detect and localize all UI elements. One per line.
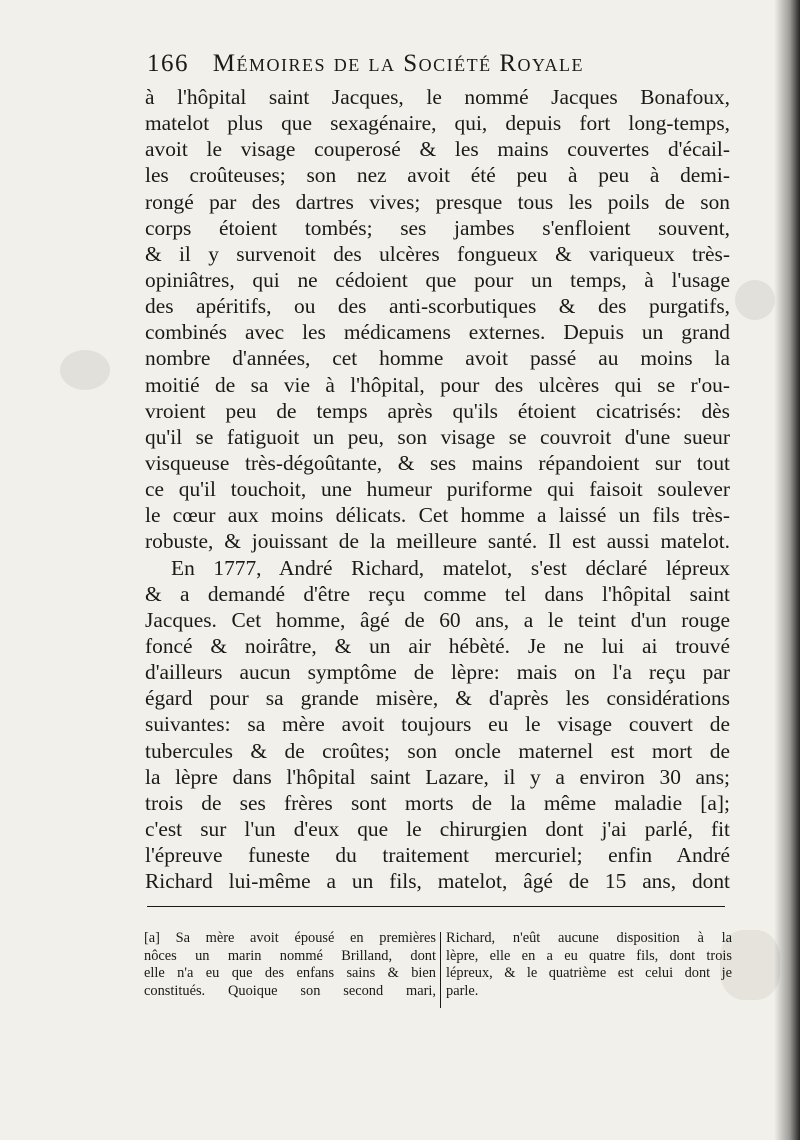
text-line: des apéritifs, ou des anti-scorbutiques & des purgatifs, [145,294,730,319]
page-edge-shadow [774,0,800,1140]
footnote-line: nôces un marin nommé Brilland, dont [144,947,436,964]
text-line: tubercules & de croûtes; son oncle maternel est mort de [145,738,730,763]
text-line: qu'il se fatiguoit un peu, son visage se couvroit d'une sueur [145,424,730,449]
text-line: égard pour sa grande misère, & d'après les considérations [145,686,730,711]
running-title: Mémoires de la Société Royale [212,50,585,77]
paper-stain [735,280,775,320]
text-line: combinés avec les médicamens externes. Depuis un grand [145,320,730,345]
text-line: à l'hôpital saint Jacques, le nommé Jacques Bonafoux, [145,85,730,109]
text-line: opiniâtres, qui ne cédoient que pour un temps, à l'usage [145,267,730,292]
text-line: ce qu'il touchoit, une humeur puriforme qui faisoit soulever [145,477,730,502]
footnote-line: lèpre, elle en a eu quatre fils, dont trois [446,947,732,964]
text-line: matelot plus que sexagénaire, qui, depuis fort long-temps, [145,111,730,136]
text-line: foncé & noirâtre, & un air hébèté. Je ne lui ai trouvé [145,633,730,658]
footnote-line: Richard, n'eût aucune disposition à la [446,930,732,946]
text-line: le cœur aux moins délicats. Cet homme a laissé un fils très- [145,503,730,528]
text-line: trois de ses frères sont morts de la même maladie [a]; [145,790,730,815]
footnote-line: lépreux, & le quatrième est celui dont je [446,965,732,982]
text-line: nombre d'années, cet homme avoit passé au moins la [145,346,730,371]
text-line: rongé par des dartres vives; presque tous les poils de son [145,189,730,214]
text-line: visqueuse très-dégoûtante, & ses mains répandoient sur tout [145,450,730,475]
paragraph-start-line: En 1777, André Richard, matelot, s'est déclaré lépreux [171,555,730,580]
footnote-line-last: parle. [446,982,479,999]
text-line: Richard lui-même a un fils, matelot, âgé de 15 ans, dont [145,869,730,894]
text-line: vroient peu de temps après qu'ils étoient cicatrisés: dès [145,398,730,423]
text-line: moitié de sa vie à l'hôpital, pour des ulcères qui se r'ou- [145,372,730,397]
footnote-line: constitués. Quoique son second mari, [144,982,436,999]
text-line: suivantes: sa mère avoit toujours eu le visage couvert de [145,712,730,737]
text-line: avoit le visage couperosé & les mains couvertes d'écail- [145,137,730,162]
footnote-line: [a] Sa mère avoit épousé en premières [144,930,436,946]
paper-stain [60,350,110,390]
footnote-rule [147,906,725,907]
text-line: & il y survenoit des ulcères fongueux & variqueux très- [145,241,730,266]
text-line: d'ailleurs aucun symptôme de lèpre: mais on l'a reçu par [145,660,730,685]
text-line: & a demandé d'être reçu comme tel dans l'hôpital saint [145,581,730,606]
text-line: c'est sur l'un d'eux que le chirurgien dont j'ai parlé, fit [145,816,730,841]
footnote-column-divider [440,932,441,1008]
main-text [145,84,730,894]
text-line: l'épreuve funeste du traitement mercuriel; enfin André [145,843,730,868]
footnote-right-column [446,930,732,1000]
text-line: la lèpre dans l'hôpital saint Lazare, il y a environ 30 ans; [145,764,730,789]
running-header [147,50,707,78]
text-line: Jacques. Cet homme, âgé de 60 ans, a le teint d'un rouge [145,607,730,632]
text-line: corps étoient tombés; ses jambes s'enfloient souvent, [145,215,730,240]
page-number: 166 [147,50,189,77]
text-line: robuste, & jouissant de la meilleure santé. Il est aussi matelot. [145,529,730,554]
footnote-line: elle n'a eu que des enfans sains & bien [144,965,436,982]
footnote-left-column [144,930,436,1000]
text-line: les croûteuses; son nez avoit été peu à peu à demi- [145,163,730,188]
